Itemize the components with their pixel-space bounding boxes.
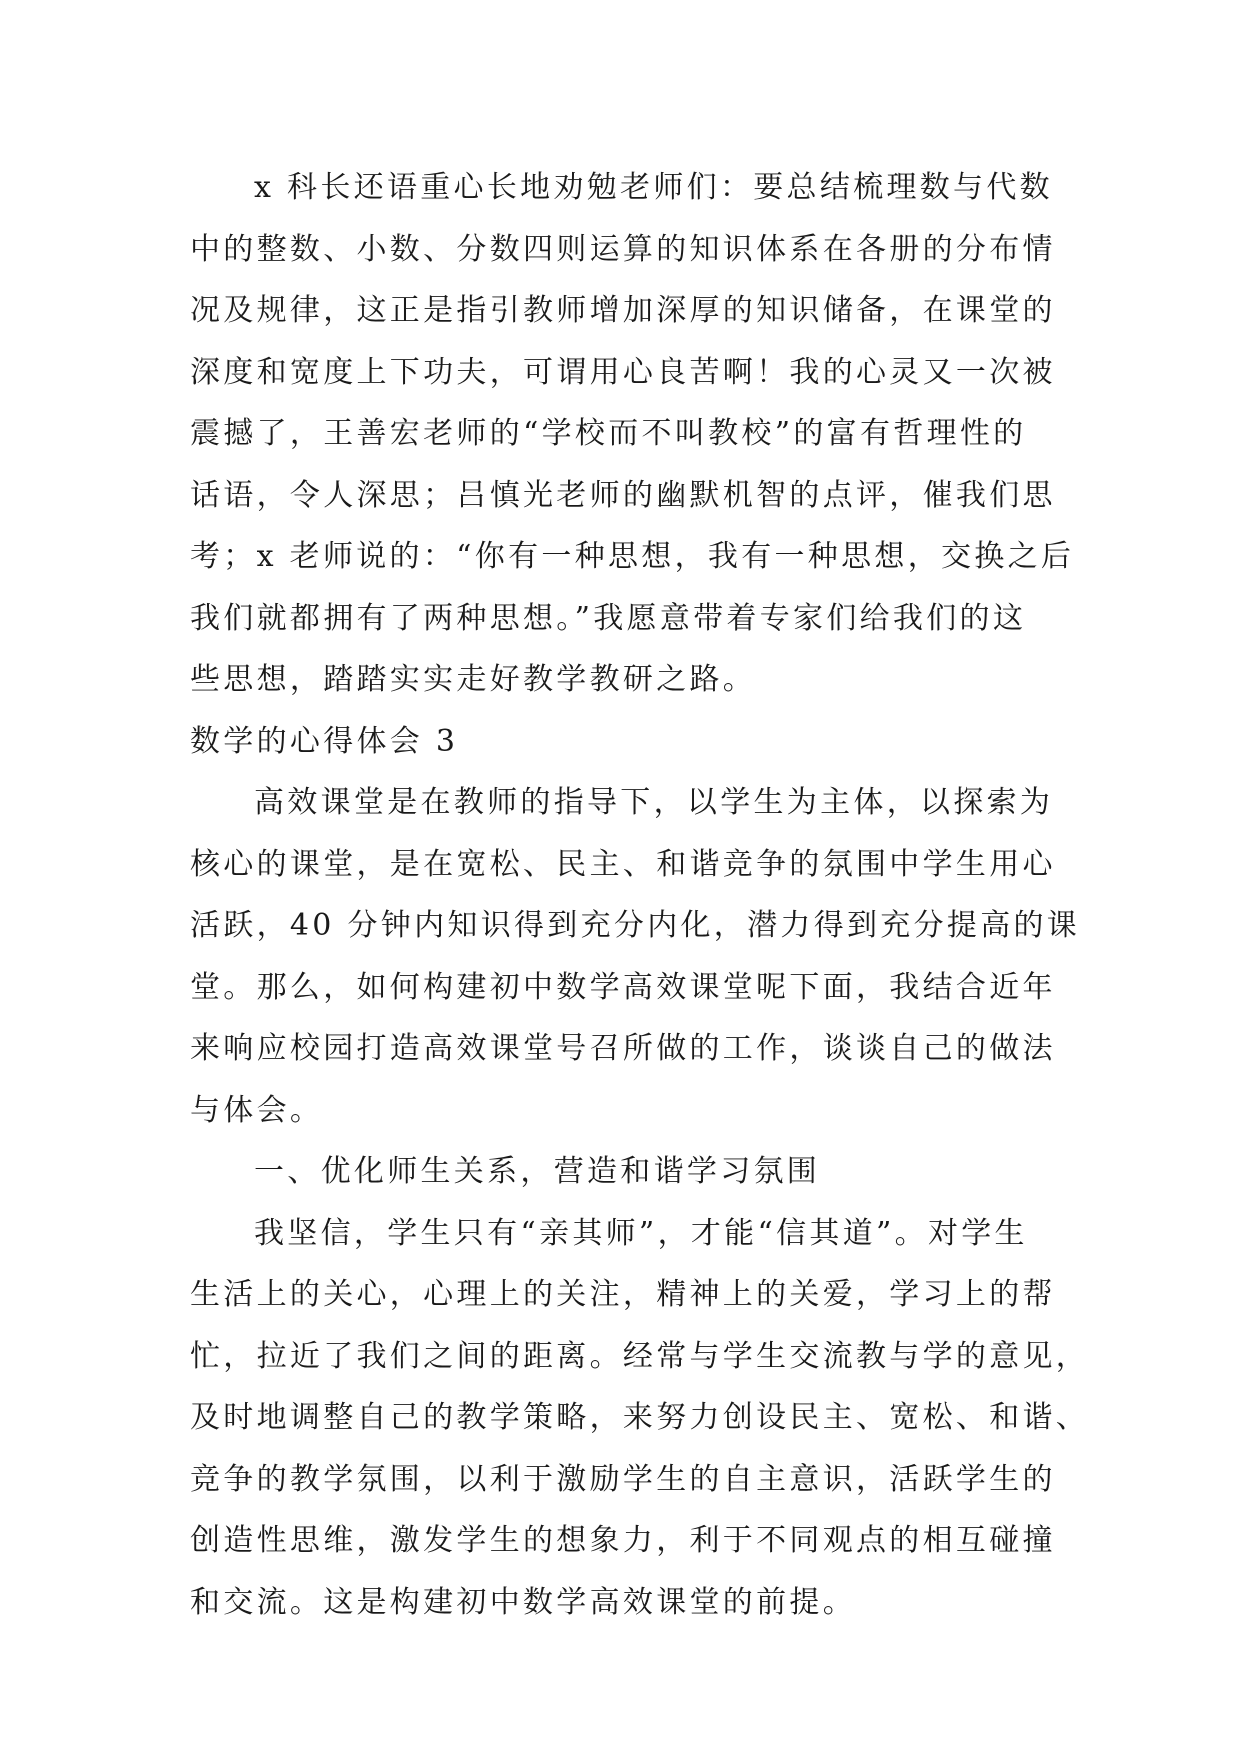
paragraph-line: 高效课堂是在教师的指导下，以学生为主体，以探索为 [254,785,1054,820]
paragraph-line: 我们就都拥有了两种思想。”我愿意带着专家们给我们的这 [190,600,1027,636]
paragraph-line: 创造性思维，激发学生的想象力，利于不同观点的相互碰撞 [190,1523,1056,1558]
paragraph-line: 些思想，踏踏实实走好教学教研之路。 [190,662,757,697]
paragraph-line: 忙，拉近了我们之间的距离。经常与学生交流教与学的意见， [190,1338,1090,1374]
paragraph-line: 活跃，40 分钟内知识得到充分内化，潜力得到充分提高的课 [190,908,1081,943]
paragraph-line: 竞争的教学氛围，以利于激励学生的自主意识，活跃学生的 [190,1461,1056,1497]
paragraph-line: 及时地调整自己的教学策略，来努力创设民主、宽松、和谐、 [190,1400,1090,1435]
paragraph-line: 震撼了，王善宏老师的“学校而不叫教校”的富有哲理性的 [190,416,1027,451]
paragraph-line: 考；x 老师说的：“你有一种思想，我有一种思想，交换之后 [190,539,1075,574]
paragraph-line: x 科长还语重心长地劝勉老师们：要总结梳理数与代数 [254,170,1053,205]
paragraph-line: 中的整数、小数、分数四则运算的知识体系在各册的分布情 [190,231,1056,267]
section-heading: 数学的心得体会 3 [190,723,459,759]
paragraph-line: 深度和宽度上下功夫，可谓用心良苦啊！我的心灵又一次被 [190,354,1056,390]
paragraph-line: 来响应校园打造高效课堂号召所做的工作，谈谈自己的做法 [190,1031,1056,1066]
paragraph-line: 核心的课堂，是在宽松、民主、和谐竞争的氛围中学生用心 [190,846,1056,882]
paragraph-line: 生活上的关心，心理上的关注，精神上的关爱，学习上的帮 [190,1277,1056,1312]
paragraph-line: 与体会。 [190,1092,324,1128]
paragraph-line: 我坚信，学生只有“亲其师”，才能“信其道”。对学生 [254,1215,1028,1251]
paragraph-line: 堂。那么，如何构建初中数学高效课堂呢下面，我结合近年 [190,969,1056,1005]
document-body [190,157,1090,1633]
subsection-heading: 一、优化师生关系，营造和谐学习氛围 [254,1154,821,1189]
paragraph-line: 况及规律，这正是指引教师增加深厚的知识储备，在课堂的 [190,293,1056,328]
paragraph-line: 话语，令人深思；吕慎光老师的幽默机智的点评，催我们思 [190,477,1056,513]
paragraph-line: 和交流。这是构建初中数学高效课堂的前提。 [190,1584,856,1620]
